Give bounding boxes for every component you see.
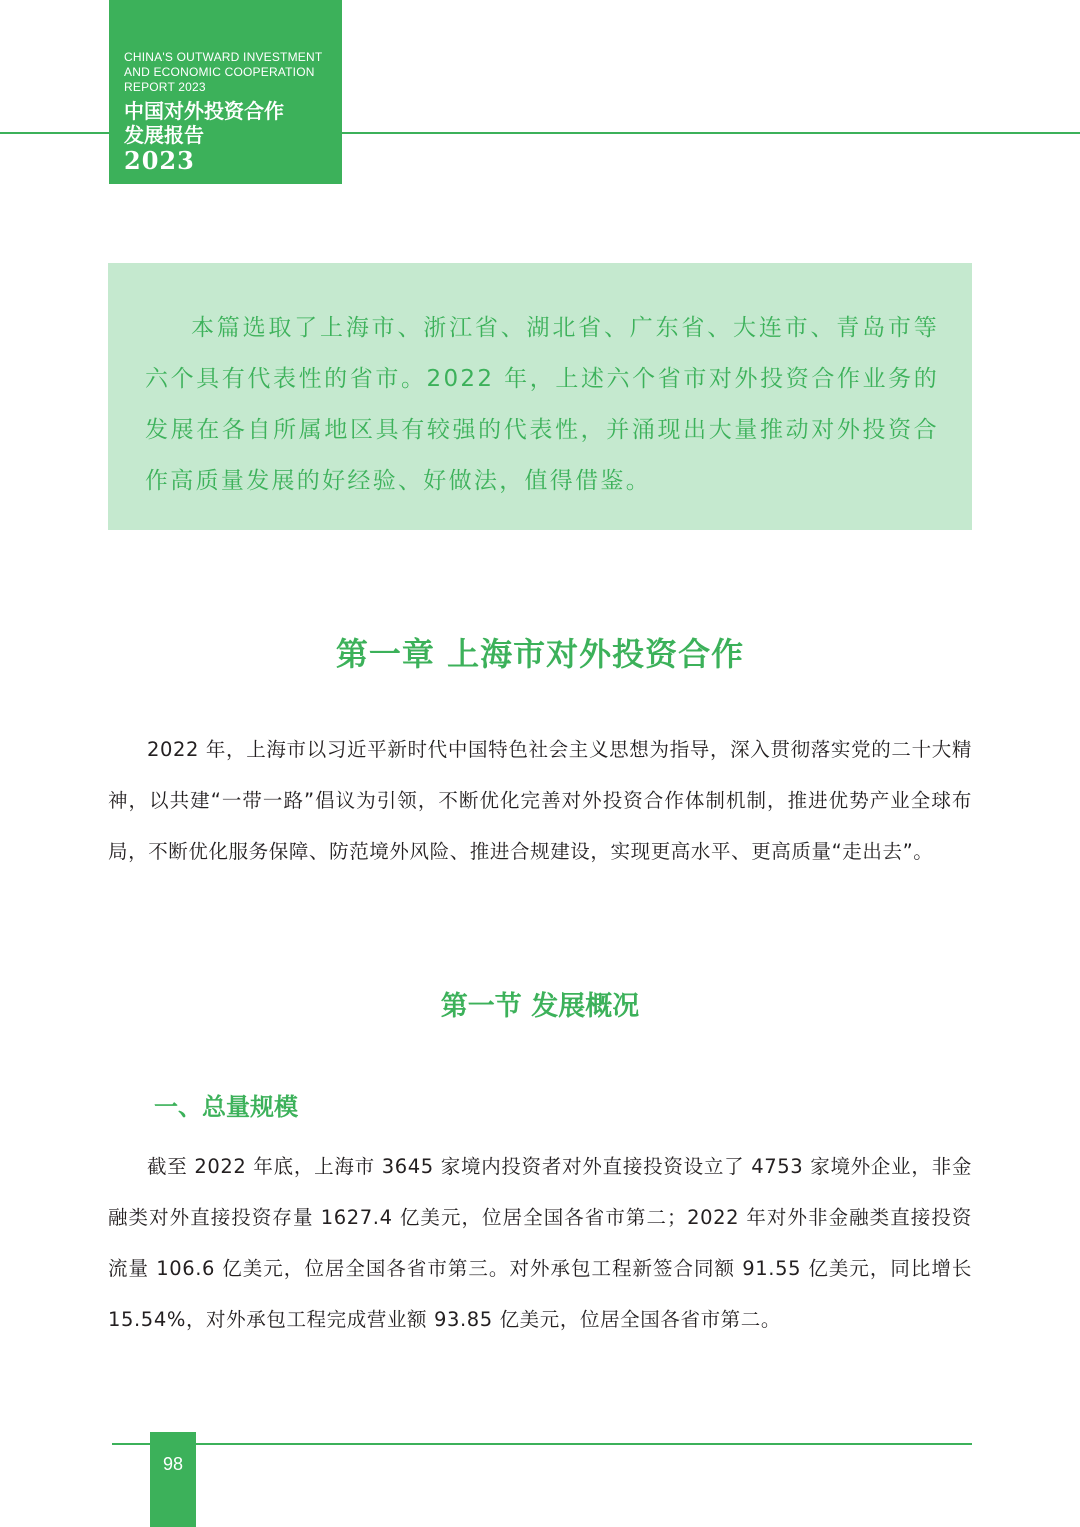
report-title-en-line-2: AND ECONOMIC COOPERATION [124, 65, 315, 79]
footer-rule [112, 1443, 972, 1445]
section-title: 第一节 发展概况 [440, 991, 640, 1022]
page-number: 98 [162, 1454, 184, 1474]
section-paragraph: 截至 2022 年底，上海市 3645 家境内投资者对外直接投资设立了 4753 家境外企业，非金融类对外直接投资存量 1627.4 亿美元，位居全国各省市第二；2022 年对外非金融类直接投资流量 106.6 亿美元，位居全国各省市第三。对外承包工程新签合同额 91.55 亿美元，同比增长 15.54%，对外承包工程完成营业额 93.85 亿美元，位居全国各省市第二。 [108, 1155, 972, 1331]
page-number-tab [150, 1432, 196, 1527]
chapter-paragraph: 2022 年，上海市以习近平新时代中国特色社会主义思想为指导，深入贯彻落实党的二十大精神，以共建“一带一路”倡议为引领，不断优化完善对外投资合作体制机制，推进优势产业全球布局，不断优化服务保障、防范境外风险、推进合规建设，实现更高水平、更高质量“走出去”。 [108, 738, 972, 863]
intro-box [108, 263, 972, 530]
report-title-cn-line-2: 发展报告 [124, 123, 204, 147]
intro-text: 本篇选取了上海市、浙江省、湖北省、广东省、大连市、青岛市等六个具有代表性的省市。2022 年，上述六个省市对外投资合作业务的发展在各自所属地区具有较强的代表性，并涌现出大量推动对外投资合作高质量发展的好经验、好做法，值得借鉴。 [145, 315, 939, 494]
report-title-en-line-1: CHINA'S OUTWARD INVESTMENT [124, 50, 323, 64]
report-title-cn-line-1: 中国对外投资合作 [124, 99, 284, 123]
subsection-title: 一、总量规模 [154, 1093, 298, 1121]
chapter-title: 第一章 上海市对外投资合作 [335, 635, 745, 673]
report-title-tab [109, 0, 342, 184]
report-title-en-line-3: REPORT 2023 [124, 80, 206, 94]
report-year: 2023 [124, 146, 195, 175]
